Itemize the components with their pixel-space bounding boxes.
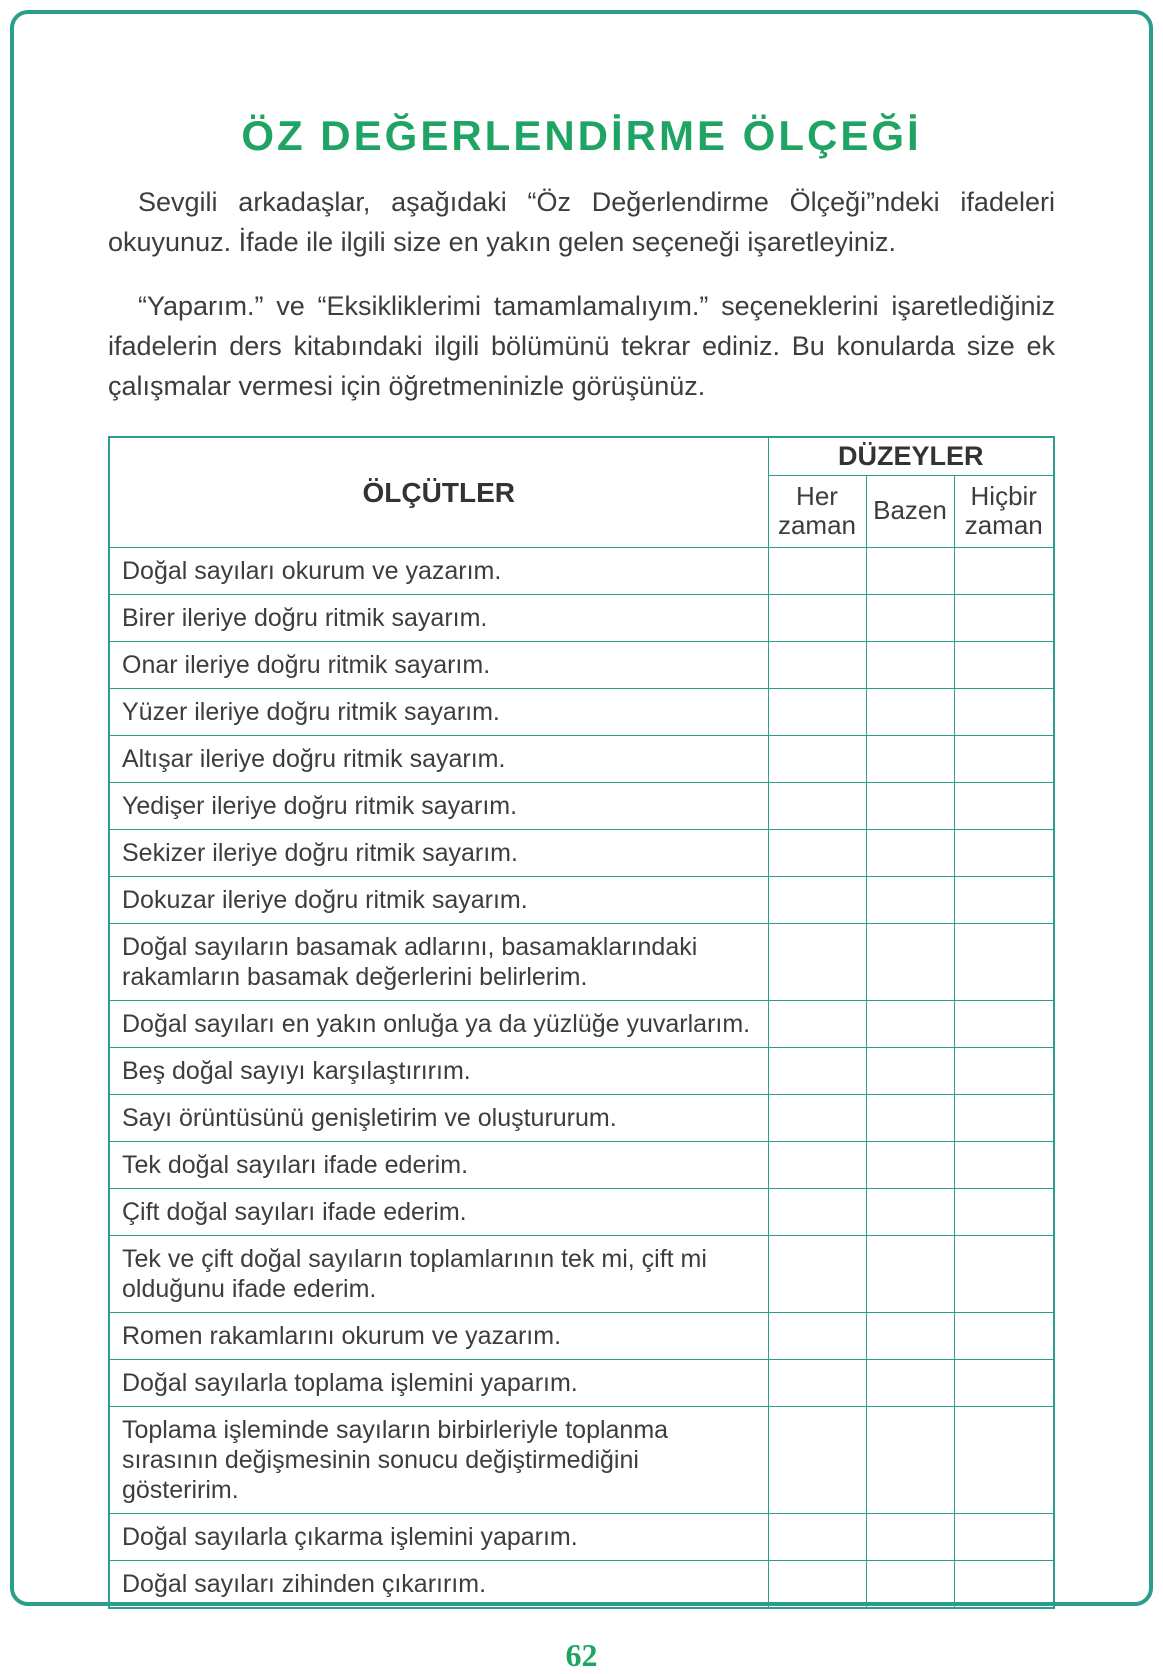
mark-cell-hicbir-zaman[interactable]	[954, 1514, 1054, 1561]
table-row	[109, 1048, 1054, 1095]
mark-cell-her-zaman[interactable]	[768, 877, 866, 924]
mark-cell-her-zaman[interactable]	[768, 1142, 866, 1189]
criterion-text: Doğal sayıların basamak adlarını, basamaklarındaki rakamların basamak değerlerini belirlerim.	[109, 924, 768, 1001]
mark-cell-hicbir-zaman[interactable]	[954, 1095, 1054, 1142]
mark-cell-her-zaman[interactable]	[768, 1048, 866, 1095]
table-row	[109, 1360, 1054, 1407]
table-row	[109, 548, 1054, 595]
criteria-header: ÖLÇÜTLER	[109, 437, 768, 548]
criterion-text: Doğal sayıları zihinden çıkarırım.	[109, 1561, 768, 1609]
table-row	[109, 736, 1054, 783]
page-title: ÖZ DEĞERLENDİRME ÖLÇEĞİ	[241, 112, 922, 159]
criterion-text: Sayı örüntüsünü genişletirim ve oluştururum.	[109, 1095, 768, 1142]
mark-cell-bazen[interactable]	[866, 548, 954, 595]
mark-cell-hicbir-zaman[interactable]	[954, 1236, 1054, 1313]
mark-cell-hicbir-zaman[interactable]	[954, 830, 1054, 877]
criterion-text: Birer ileriye doğru ritmik sayarım.	[109, 595, 768, 642]
table-row	[109, 1189, 1054, 1236]
mark-cell-hicbir-zaman[interactable]	[954, 1360, 1054, 1407]
criterion-text: Tek doğal sayıları ifade ederim.	[109, 1142, 768, 1189]
mark-cell-bazen[interactable]	[866, 1189, 954, 1236]
table-row	[109, 689, 1054, 736]
mark-cell-bazen[interactable]	[866, 1095, 954, 1142]
table-row	[109, 1407, 1054, 1514]
mark-cell-her-zaman[interactable]	[768, 1001, 866, 1048]
table-row	[109, 830, 1054, 877]
criterion-text: Toplama işleminde sayıların birbirleriyle toplanma sırasının değişmesinin sonucu değiştirmediğini gösteririm.	[109, 1407, 768, 1514]
table-row	[109, 1313, 1054, 1360]
mark-cell-bazen[interactable]	[866, 1407, 954, 1514]
mark-cell-hicbir-zaman[interactable]	[954, 1407, 1054, 1514]
mark-cell-bazen[interactable]	[866, 877, 954, 924]
page-content	[108, 0, 1055, 1674]
mark-cell-bazen[interactable]	[866, 1561, 954, 1609]
criterion-text: Onar ileriye doğru ritmik sayarım.	[109, 642, 768, 689]
table-row	[109, 1095, 1054, 1142]
criterion-text: Çift doğal sayıları ifade ederim.	[109, 1189, 768, 1236]
mark-cell-hicbir-zaman[interactable]	[954, 595, 1054, 642]
mark-cell-her-zaman[interactable]	[768, 1360, 866, 1407]
mark-cell-hicbir-zaman[interactable]	[954, 924, 1054, 1001]
criterion-text: Sekizer ileriye doğru ritmik sayarım.	[109, 830, 768, 877]
mark-cell-hicbir-zaman[interactable]	[954, 1142, 1054, 1189]
mark-cell-hicbir-zaman[interactable]	[954, 736, 1054, 783]
mark-cell-her-zaman[interactable]	[768, 548, 866, 595]
mark-cell-bazen[interactable]	[866, 1313, 954, 1360]
mark-cell-bazen[interactable]	[866, 1048, 954, 1095]
table-row	[109, 1001, 1054, 1048]
mark-cell-bazen[interactable]	[866, 830, 954, 877]
mark-cell-hicbir-zaman[interactable]	[954, 1313, 1054, 1360]
mark-cell-her-zaman[interactable]	[768, 924, 866, 1001]
self-assessment-table	[108, 436, 1055, 1609]
mark-cell-bazen[interactable]	[866, 783, 954, 830]
mark-cell-bazen[interactable]	[866, 736, 954, 783]
table-header-row-top	[109, 437, 1054, 475]
mark-cell-hicbir-zaman[interactable]	[954, 1048, 1054, 1095]
intro-paragraph-1: Sevgili arkadaşlar, aşağıdaki “Öz Değerlendirme Ölçeği”ndeki ifadeleri okuyunuz. İfade ile ilgili size en yakın gelen seçeneği işaretleyiniz.	[108, 187, 1055, 257]
mark-cell-her-zaman[interactable]	[768, 736, 866, 783]
criterion-text: Beş doğal sayıyı karşılaştırırım.	[109, 1048, 768, 1095]
intro-paragraph-2: “Yaparım.” ve “Eksikliklerimi tamamlamalıyım.” seçeneklerini işaretlediğiniz ifadelerin ders kitabındaki ilgili bölümünü tekrar ediniz. Bu konularda size ek çalışmalar vermesi için öğretmeninizle görüşünüz.	[108, 291, 1055, 401]
mark-cell-bazen[interactable]	[866, 1360, 954, 1407]
mark-cell-bazen[interactable]	[866, 1142, 954, 1189]
mark-cell-her-zaman[interactable]	[768, 783, 866, 830]
mark-cell-bazen[interactable]	[866, 1514, 954, 1561]
mark-cell-bazen[interactable]	[866, 595, 954, 642]
mark-cell-bazen[interactable]	[866, 924, 954, 1001]
mark-cell-hicbir-zaman[interactable]	[954, 642, 1054, 689]
mark-cell-hicbir-zaman[interactable]	[954, 1189, 1054, 1236]
table-row	[109, 642, 1054, 689]
mark-cell-her-zaman[interactable]	[768, 1189, 866, 1236]
criterion-text: Yedişer ileriye doğru ritmik sayarım.	[109, 783, 768, 830]
mark-cell-her-zaman[interactable]	[768, 1561, 866, 1609]
page-number: 62	[565, 1637, 598, 1674]
criterion-text: Yüzer ileriye doğru ritmik sayarım.	[109, 689, 768, 736]
table-row	[109, 1142, 1054, 1189]
criterion-text: Doğal sayılarla çıkarma işlemini yaparım.	[109, 1514, 768, 1561]
table-row	[109, 783, 1054, 830]
mark-cell-her-zaman[interactable]	[768, 642, 866, 689]
table-row	[109, 924, 1054, 1001]
mark-cell-her-zaman[interactable]	[768, 1407, 866, 1514]
mark-cell-hicbir-zaman[interactable]	[954, 783, 1054, 830]
mark-cell-her-zaman[interactable]	[768, 595, 866, 642]
table-row	[109, 1561, 1054, 1609]
level-column-her-zaman: Her zaman	[768, 475, 866, 548]
table-row	[109, 1236, 1054, 1313]
mark-cell-her-zaman[interactable]	[768, 689, 866, 736]
level-column-hicbir-zaman: Hiçbir zaman	[954, 475, 1054, 548]
mark-cell-bazen[interactable]	[866, 642, 954, 689]
criterion-text: Doğal sayıları en yakın onluğa ya da yüzlüğe yuvarlarım.	[109, 1001, 768, 1048]
mark-cell-her-zaman[interactable]	[768, 1095, 866, 1142]
mark-cell-hicbir-zaman[interactable]	[954, 689, 1054, 736]
criterion-text: Dokuzar ileriye doğru ritmik sayarım.	[109, 877, 768, 924]
table-row	[109, 1514, 1054, 1561]
mark-cell-bazen[interactable]	[866, 689, 954, 736]
mark-cell-her-zaman[interactable]	[768, 1514, 866, 1561]
criterion-text: Romen rakamlarını okurum ve yazarım.	[109, 1313, 768, 1360]
table-row	[109, 595, 1054, 642]
mark-cell-hicbir-zaman[interactable]	[954, 877, 1054, 924]
table-row	[109, 877, 1054, 924]
mark-cell-bazen[interactable]	[866, 1001, 954, 1048]
level-column-bazen: Bazen	[866, 475, 954, 548]
levels-header: DÜZEYLER	[768, 437, 1054, 475]
mark-cell-her-zaman[interactable]	[768, 830, 866, 877]
mark-cell-hicbir-zaman[interactable]	[954, 1561, 1054, 1609]
criterion-text: Altışar ileriye doğru ritmik sayarım.	[109, 736, 768, 783]
mark-cell-her-zaman[interactable]	[768, 1313, 866, 1360]
mark-cell-bazen[interactable]	[866, 1236, 954, 1313]
mark-cell-hicbir-zaman[interactable]	[954, 548, 1054, 595]
mark-cell-her-zaman[interactable]	[768, 1236, 866, 1313]
criterion-text: Doğal sayılarla toplama işlemini yaparım.	[109, 1360, 768, 1407]
criterion-text: Doğal sayıları okurum ve yazarım.	[109, 548, 768, 595]
mark-cell-hicbir-zaman[interactable]	[954, 1001, 1054, 1048]
criterion-text: Tek ve çift doğal sayıların toplamlarının tek mi, çift mi olduğunu ifade ederim.	[109, 1236, 768, 1313]
